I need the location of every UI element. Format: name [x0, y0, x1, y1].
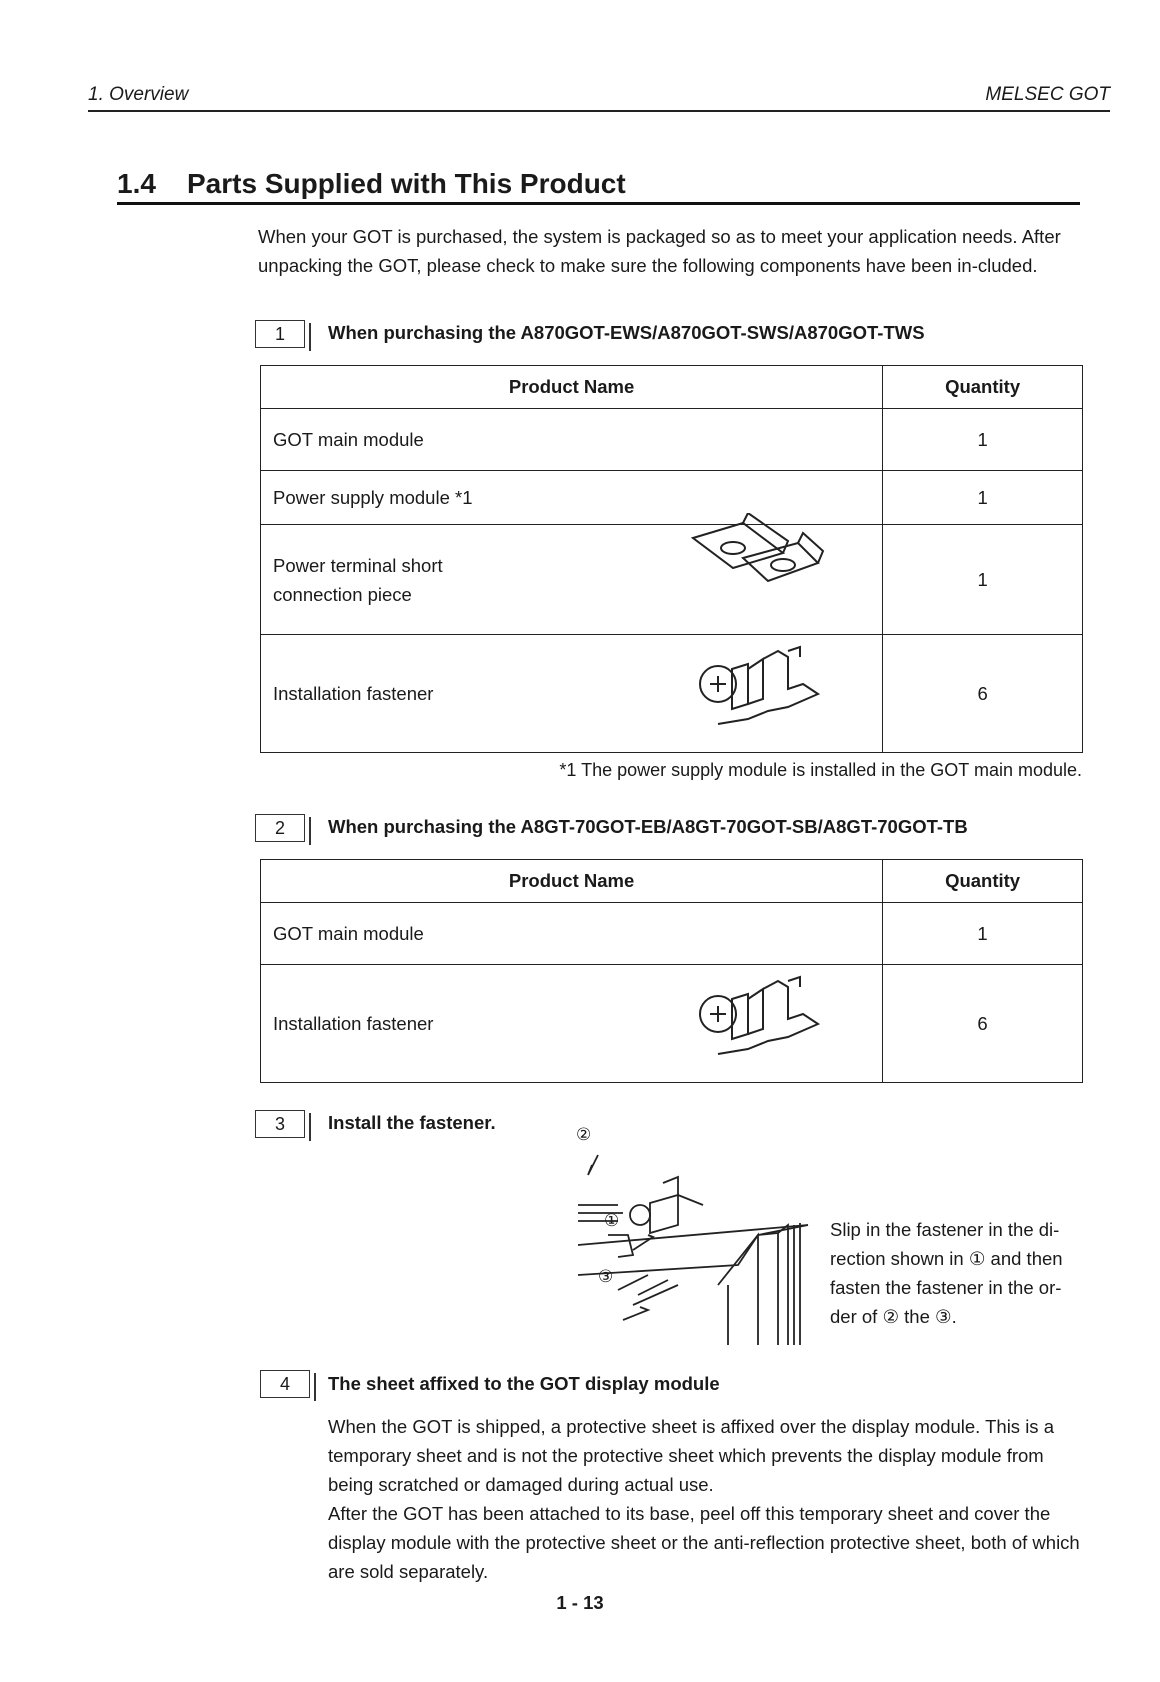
section-title-text: Parts Supplied with This Product [187, 168, 626, 199]
fastener-icon [688, 969, 828, 1059]
step4-title: The sheet affixed to the GOT display module [328, 1373, 720, 1394]
step-marker-1: 1 [255, 320, 305, 348]
product-name: Installation fastener [273, 1012, 434, 1034]
table-footnote: *1 The power supply module is installed in the GOT main module. [559, 760, 1082, 780]
callout-1: ① [604, 1211, 620, 1230]
quantity-cell: 1 [883, 903, 1083, 965]
parts-table-1 [260, 365, 1083, 753]
product-name-cell: GOT main module [261, 409, 883, 471]
quantity-cell: 6 [883, 635, 1083, 753]
step4-paragraph-1: When the GOT is shipped, a protective sheet is affixed over the display module. This is a temporary sheet and is not the protective sheet which prevents the display module from being scratched or damaged during actual use. [328, 1416, 1054, 1495]
intro-paragraph: When your GOT is purchased, the system is packaged so as to meet your application needs. After unpacking the GOT, please check to make sure the following components have been in-cluded. [258, 226, 1061, 276]
header-rule [88, 110, 1110, 112]
fastener-icon [688, 639, 828, 729]
running-header-chapter: 1. Overview [88, 84, 189, 105]
table-row [261, 903, 1083, 965]
quantity-cell: 1 [883, 525, 1083, 635]
column-header-product-name: Product Name [261, 860, 883, 903]
step1-title: When purchasing the A870GOT-EWS/A870GOT-SWS/A870GOT-TWS [328, 322, 925, 343]
table-header-row [261, 860, 1083, 903]
product-name-cell: Power supply module *1 [261, 471, 883, 525]
step-marker-2: 2 [255, 814, 305, 842]
step3-title: Install the fastener. [328, 1112, 496, 1133]
callout-2: ② [576, 1125, 592, 1144]
quantity-cell: 6 [883, 965, 1083, 1083]
section-number: 1.4 [117, 168, 156, 199]
step4-paragraph-2: After the GOT has been attached to its base, peel off this temporary sheet and cover the display module with the protective sheet or the anti-reflection protective sheet, both of which are sold separately. [328, 1503, 1080, 1582]
product-name-cell-with-figure [261, 635, 883, 753]
quantity-cell: 1 [883, 409, 1083, 471]
step-marker-3: 3 [255, 1110, 305, 1138]
product-name: Installation fastener [273, 682, 434, 704]
callout-3: ③ [598, 1267, 614, 1286]
table-row [261, 965, 1083, 1083]
quantity-cell: 1 [883, 471, 1083, 525]
table-row [261, 635, 1083, 753]
product-name-cell-with-figure [261, 965, 883, 1083]
table-row [261, 471, 1083, 525]
section-rule [117, 202, 1080, 205]
section-title [117, 168, 626, 200]
parts-table-2 [260, 859, 1083, 1083]
step-marker-4: 4 [260, 1370, 310, 1398]
installation-diagram-icon [578, 1125, 818, 1355]
step2-title: When purchasing the A8GT-70GOT-EB/A8GT-70GOT-SB/A8GT-70GOT-TB [328, 816, 968, 837]
column-header-quantity: Quantity [883, 860, 1083, 903]
table-header-row [261, 366, 1083, 409]
short-connection-piece-icon [688, 513, 828, 593]
column-header-product-name: Product Name [261, 366, 883, 409]
table-row [261, 409, 1083, 471]
product-name: Power terminal short connection piece [273, 554, 443, 605]
step3-description: Slip in the fastener in the di-rection shown in ① and then fasten the fastener in the or-der of ② the ③. [830, 1219, 1063, 1327]
column-header-quantity: Quantity [883, 366, 1083, 409]
product-name-cell: GOT main module [261, 903, 883, 965]
running-header-product: MELSEC GOT [985, 84, 1110, 105]
product-name-cell-with-figure [261, 525, 883, 635]
page-number: 1 - 13 [556, 1592, 604, 1613]
table-row [261, 525, 1083, 635]
fastener-installation-figure [578, 1125, 818, 1355]
